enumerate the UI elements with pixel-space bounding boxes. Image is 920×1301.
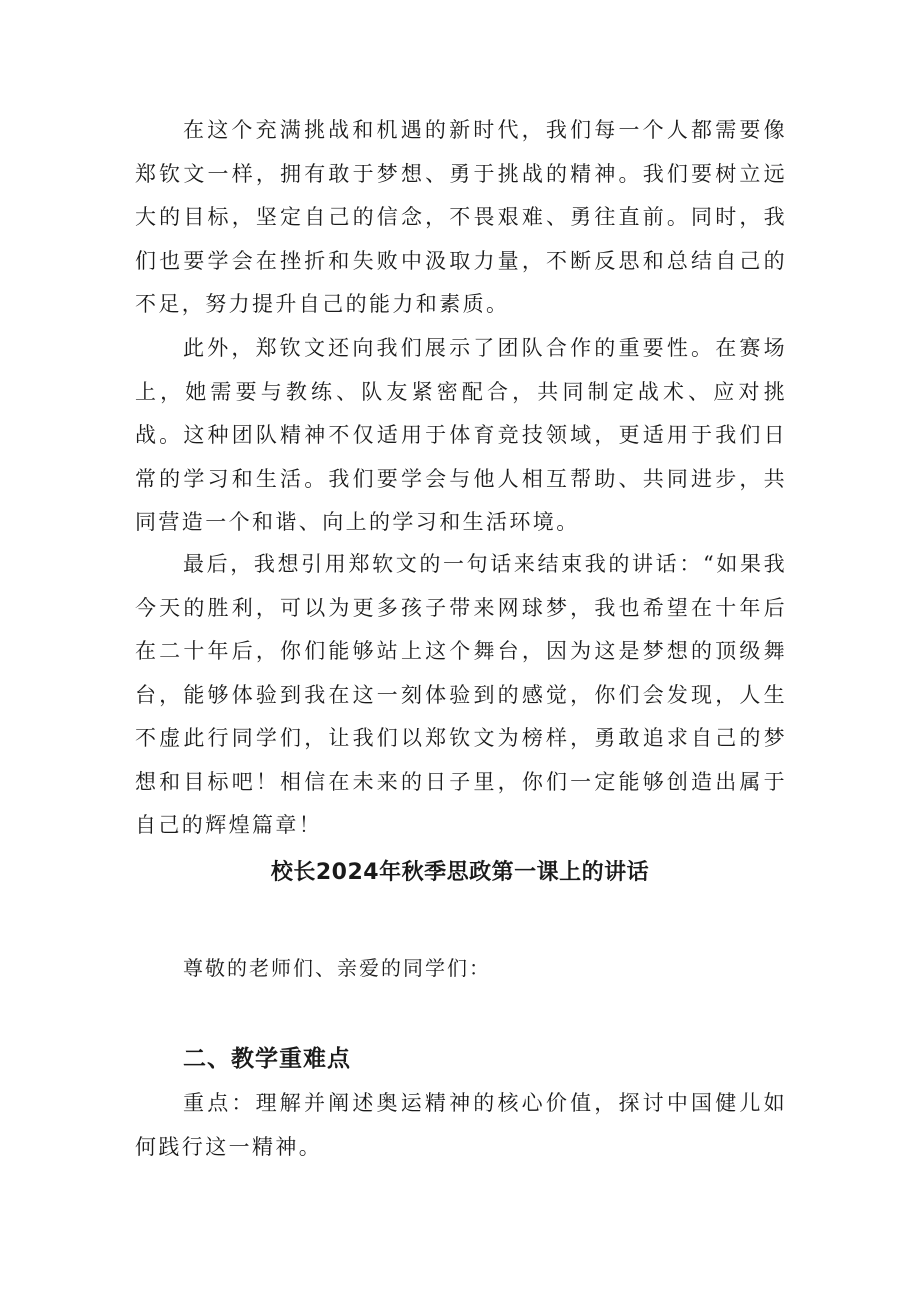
paragraph-dream-challenge: 在这个充满挑战和机遇的新时代，我们每一个人都需要像郑钦文一样，拥有敢于梦想、勇于挑战的精神。我们要树立远大的目标，坚定自己的信念，不畏艰难、勇往直前。同时，我们也要学会在挫折和失败中汲取力量，不断反思和总结自己的不足，努力提升自己的能力和素质。	[135, 118, 787, 316]
paragraph-closing-quote: 最后，我想引用郑软文的一句话来结束我的讲话：“如果我今天的胜利，可以为更多孩子带来网球梦，我也希望在十年后在二十年后，你们能够站上这个舞台，因为这是梦想的顶级舞台，能够体验到我在这一刻体验到的感觉，你们会发现，人生不虚此行同学们，让我们以郑钦文为榜样，勇敢追求自己的梦想和目标吧！相信在未来的日子里，你们一定能够创造出属于自己的辉煌篇章！	[135, 552, 787, 837]
speech-title: 校长2024年秋季思政第一课上的讲话	[270, 860, 650, 885]
greeting: 尊敬的老师们、亲爱的同学们：	[183, 956, 491, 980]
paragraph-key-point: 重点：理解并阐述奥运精神的核心价值，探讨中国健儿如何践行这一精神。	[135, 1091, 787, 1159]
section-heading: 二、教学重难点	[183, 1046, 351, 1072]
paragraph-teamwork: 此外，郑钦文还向我们展示了团队合作的重要性。在赛场上，她需要与教练、队友紧密配合，共同制定战术、应对挑战。这种团队精神不仅适用于体育竞技领域，更适用于我们日常的学习和生活。我们要学会与他人相互帮助、共同进步，共同营造一个和谐、向上的学习和生活环境。	[135, 336, 787, 534]
